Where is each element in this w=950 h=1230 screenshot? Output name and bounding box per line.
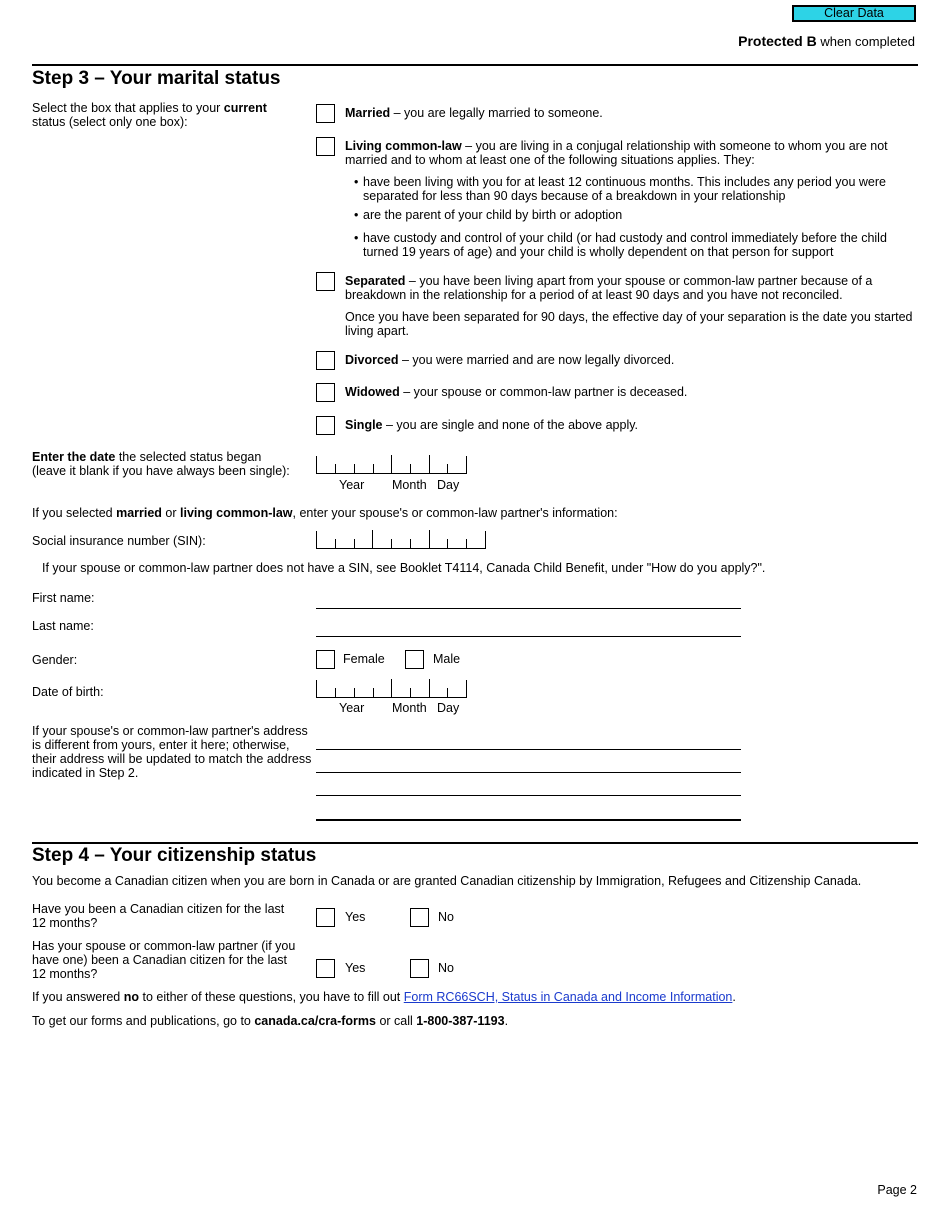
single-checkbox[interactable]	[316, 416, 335, 435]
month-label: Month	[392, 478, 427, 492]
select-instruction: Select the box that applies to your current status (select only one box):	[32, 101, 267, 129]
divider	[32, 64, 918, 66]
dob-month-label: Month	[392, 701, 427, 715]
divorced-option: Divorced – you were married and are now legally divorced.	[345, 353, 675, 367]
last-name-label: Last name:	[32, 619, 94, 633]
dob-day-label: Day	[437, 701, 460, 715]
commonlaw-option: Living common-law – you are living in a conjugal relationship with someone to whom you are not married and to whom at least one of the following situations applies. They:	[345, 139, 888, 167]
status-date-input[interactable]	[316, 456, 467, 474]
page-number: Page 2	[877, 1183, 917, 1197]
status-date-label: Enter the date the selected status began (leave it blank if you have always been single):	[32, 450, 290, 478]
male-label: Male	[433, 652, 461, 666]
q1-yes-label: Yes	[345, 910, 366, 924]
answer-no-instruction: If you answered no to either of these questions, you have to fill out Form RC66SCH, Status in Canada and Income Information.	[32, 990, 736, 1004]
q1-no-checkbox[interactable]	[410, 908, 429, 927]
sin-input[interactable]	[316, 531, 486, 549]
dob-input[interactable]	[316, 680, 467, 698]
q2-yes-checkbox[interactable]	[316, 959, 335, 978]
female-label: Female	[343, 652, 385, 666]
address-line-3[interactable]	[316, 795, 741, 796]
q2-no-label: No	[438, 961, 454, 975]
address-line-4[interactable]	[316, 819, 741, 821]
female-checkbox[interactable]	[316, 650, 335, 669]
dob-label: Date of birth:	[32, 685, 104, 699]
address-label: If your spouse's or common-law partner's address is different from yours, enter it here; otherwise, their address will be updated to match the address indicated in Step 2.	[32, 724, 312, 780]
step3-title: Step 3 – Your marital status	[32, 68, 281, 89]
first-name-input[interactable]	[316, 608, 741, 609]
widowed-checkbox[interactable]	[316, 383, 335, 402]
divider	[32, 842, 918, 844]
q1-no-label: No	[438, 910, 454, 924]
commonlaw-bullet: • have been living with you for at least 12 continuous months. This includes any period you were separated for less than 90 days because of a breakdown in your relationship	[354, 175, 886, 203]
sin-label: Social insurance number (SIN):	[32, 534, 206, 548]
address-line-2[interactable]	[316, 772, 741, 773]
separated-note: Once you have been separated for 90 days, the effective day of your separation is the date you started living apart.	[345, 310, 913, 338]
forms-contact-info: To get our forms and publications, go to canada.ca/cra-forms or call 1-800-387-1193.	[32, 1014, 509, 1028]
first-name-label: First name:	[32, 591, 95, 605]
q1-yes-checkbox[interactable]	[316, 908, 335, 927]
single-option: Single – you are single and none of the above apply.	[345, 418, 639, 432]
year-label: Year	[339, 478, 365, 492]
commonlaw-checkbox[interactable]	[316, 137, 335, 156]
citizenship-intro: You become a Canadian citizen when you are born in Canada or are granted Canadian citizenship by Immigration, Refugees and Citizenship Canada.	[32, 874, 862, 888]
last-name-input[interactable]	[316, 636, 741, 637]
step4-title: Step 4 – Your citizenship status	[32, 845, 317, 866]
married-option: Married – you are legally married to someone.	[345, 106, 603, 120]
day-label: Day	[437, 478, 460, 492]
commonlaw-bullet: • are the parent of your child by birth or adoption	[354, 208, 623, 222]
sin-note: If your spouse or common-law partner does not have a SIN, see Booklet T4114, Canada Child Benefit, under "How do you apply?".	[42, 561, 766, 575]
widowed-option: Widowed – your spouse or common-law partner is deceased.	[345, 385, 688, 399]
q2-no-checkbox[interactable]	[410, 959, 429, 978]
address-line-1[interactable]	[316, 749, 741, 750]
commonlaw-bullet: • have custody and control of your child (or had custody and control immediately before the child turned 19 years of age) and your child is wholly dependent on that person for support	[354, 231, 887, 259]
spouse-info-instruction: If you selected married or living common-law, enter your spouse's or common-law partner's information:	[32, 506, 618, 520]
separated-option: Separated – you have been living apart from your spouse or common-law partner because of a breakdown in the relationship for a period of at least 90 days and you have not reconciled.	[345, 274, 873, 302]
divorced-checkbox[interactable]	[316, 351, 335, 370]
citizenship-question-2: Has your spouse or common-law partner (if you have one) been a Canadian citizen for the last 12 months?	[32, 939, 296, 981]
married-checkbox[interactable]	[316, 104, 335, 123]
citizenship-question-1: Have you been a Canadian citizen for the last 12 months?	[32, 902, 285, 930]
q2-yes-label: Yes	[345, 961, 366, 975]
separated-checkbox[interactable]	[316, 272, 335, 291]
gender-label: Gender:	[32, 653, 78, 667]
dob-year-label: Year	[339, 701, 365, 715]
form-rc66sch-link[interactable]: Form RC66SCH, Status in Canada and Income Information	[403, 990, 733, 1004]
clear-data-button[interactable]: Clear Data	[792, 5, 916, 22]
protected-b-notice: Protected B when completed	[738, 33, 915, 49]
male-checkbox[interactable]	[405, 650, 424, 669]
